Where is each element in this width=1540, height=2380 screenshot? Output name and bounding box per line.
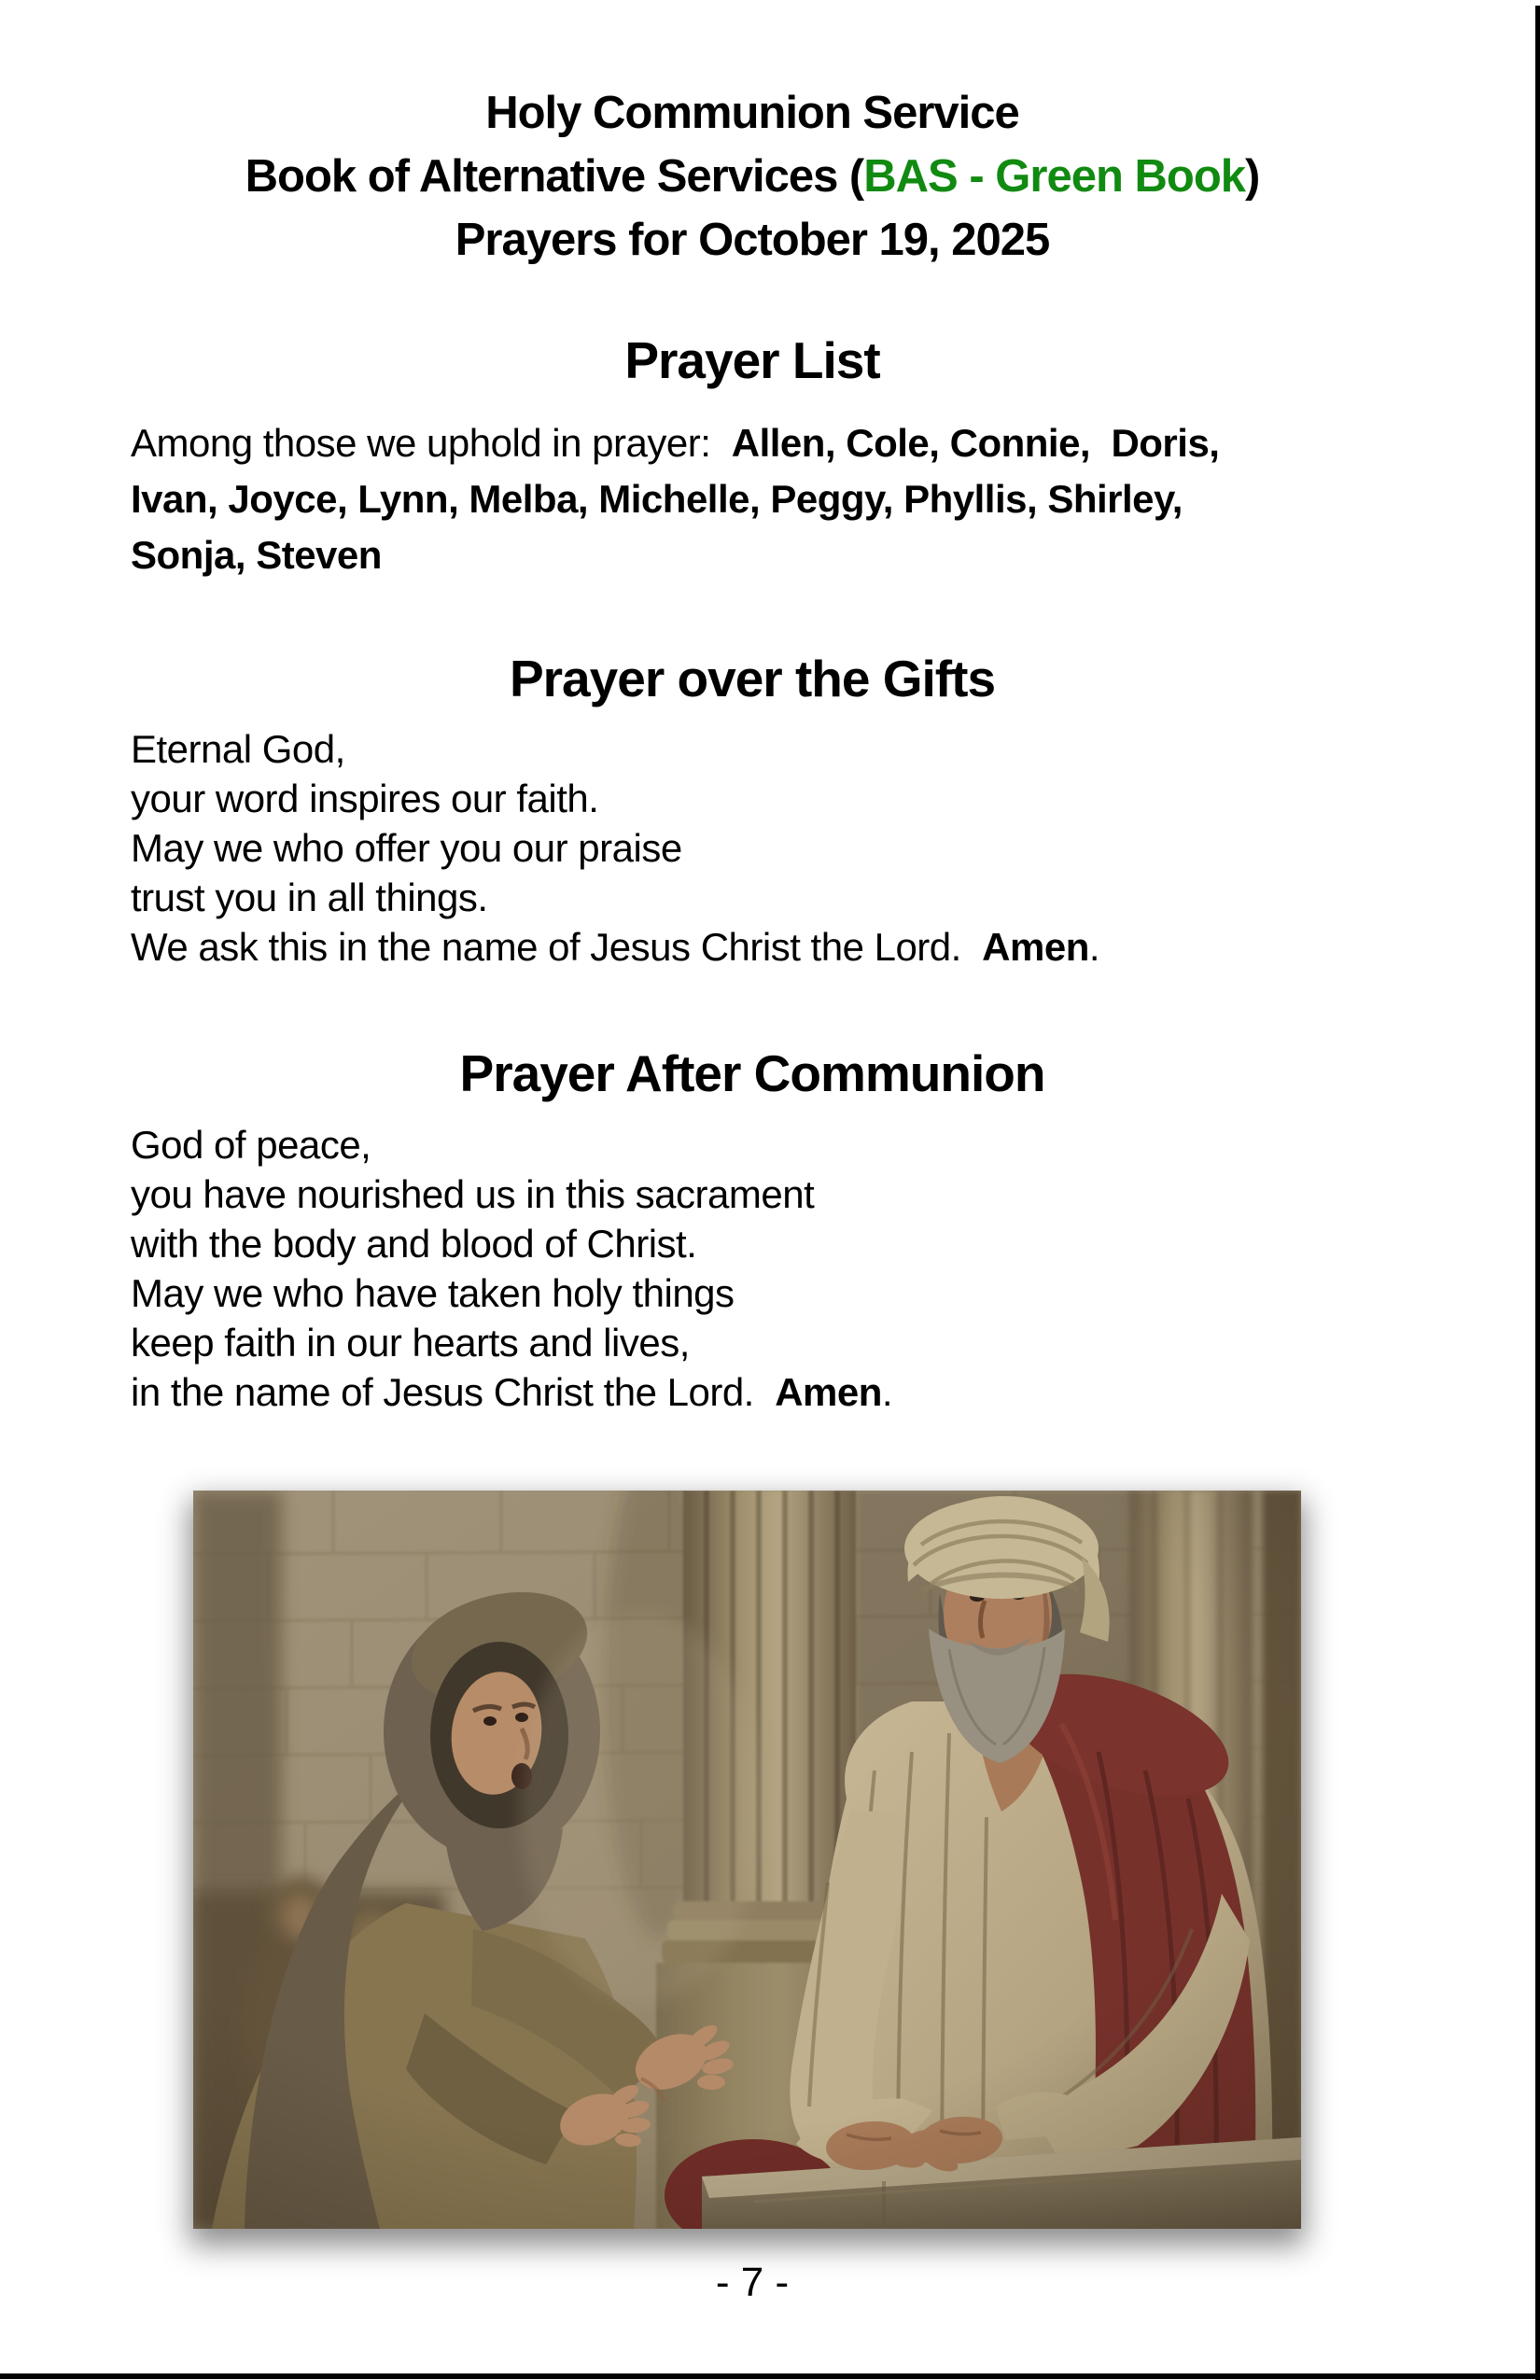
communion-line: May we who have taken holy things — [131, 1271, 735, 1315]
prayer-over-gifts-text — [131, 724, 1374, 972]
communion-line: God of peace, — [131, 1123, 371, 1167]
communion-line: keep faith in our hearts and lives, — [131, 1321, 690, 1365]
prayer-list-names-3: Sonja, Steven — [131, 533, 382, 577]
gifts-line: your word inspires our faith. — [131, 777, 599, 820]
prayer-list-title: Prayer List — [624, 331, 880, 389]
communion-line: with the body and blood of Christ. — [131, 1222, 697, 1266]
prayer-list-paragraph — [131, 415, 1374, 583]
communion-amen: Amen — [775, 1370, 882, 1414]
book-line-highlight: BAS - Green Book — [863, 151, 1245, 202]
prayer-list-line-1 — [131, 415, 1374, 471]
gifts-amen: Amen — [982, 925, 1089, 969]
gifts-line: trust you in all things. — [131, 875, 488, 919]
communion-closing-text: in the name of Jesus Christ the Lord. — [131, 1370, 776, 1414]
prayers-date-line: Prayers for October 19, 2025 — [455, 215, 1050, 265]
document-header — [131, 81, 1374, 272]
page-number: - 7 - — [715, 2260, 790, 2305]
communion-line: you have nourished us in this sacrament — [131, 1172, 815, 1216]
book-line-prefix: Book of Alternative Services ( — [245, 151, 864, 202]
prayer-list-names-1: Allen, Cole, Connie, Doris, — [731, 421, 1220, 465]
page-edge-line-bottom — [0, 2373, 1540, 2379]
prayer-over-gifts-title: Prayer over the Gifts — [509, 650, 996, 707]
gifts-line: Eternal God, — [131, 727, 345, 771]
gifts-line: May we who offer you our praise — [131, 826, 682, 870]
page-edge-line-right — [1535, 6, 1540, 2380]
service-book-line — [131, 145, 1374, 208]
communion-closing-period: . — [881, 1370, 893, 1414]
prayer-after-communion-title: Prayer After Communion — [459, 1044, 1045, 1102]
gifts-closing-text: We ask this in the name of Jesus Christ the Lord. — [131, 925, 983, 969]
scene-photo — [193, 1491, 1301, 2229]
book-line-suffix: ) — [1245, 151, 1260, 202]
gifts-closing-period: . — [1088, 925, 1100, 969]
gifts-closing-line — [131, 922, 1374, 972]
prayer-list-intro: Among those we uphold in prayer: — [131, 421, 732, 465]
photo-illustration — [193, 1491, 1301, 2229]
prayer-after-communion-text — [131, 1120, 1374, 1417]
prayer-list-names-2: Ivan, Joyce, Lynn, Melba, Michelle, Peggy, Phyllis, Shirley, — [131, 477, 1183, 521]
service-title: Holy Communion Service — [485, 88, 1019, 138]
communion-closing-line — [131, 1367, 1374, 1417]
